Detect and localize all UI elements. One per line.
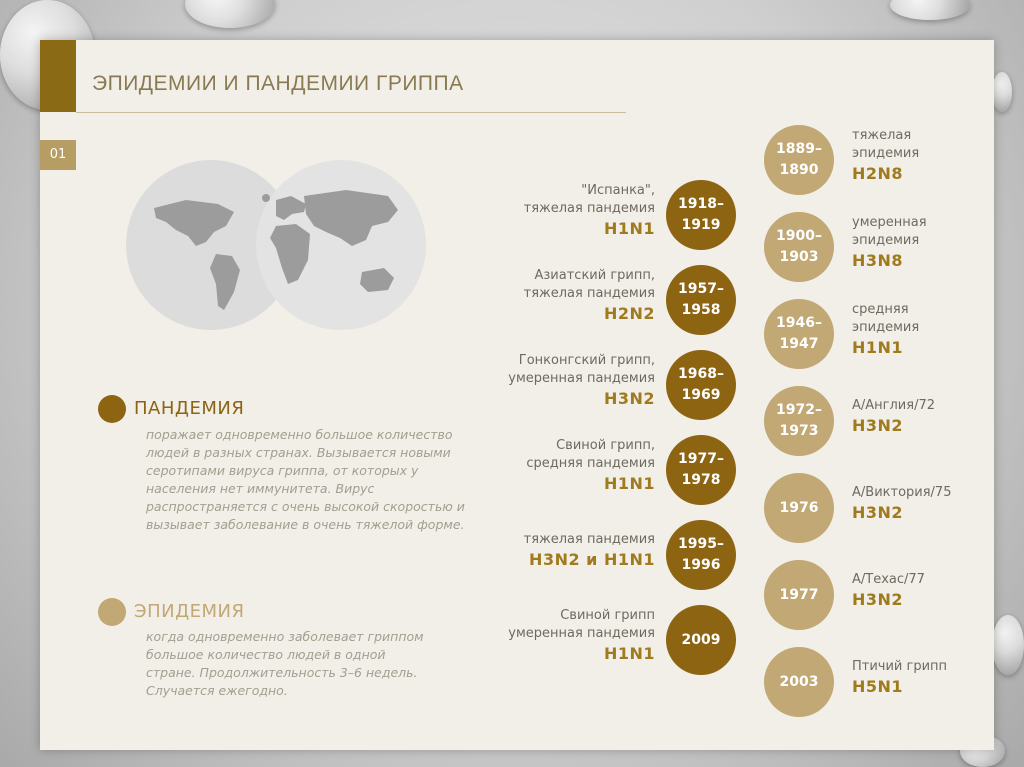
epidemic-strain: H1N1: [852, 338, 904, 357]
epidemic-description-text: Птичий грипп: [852, 659, 948, 674]
pandemic-year-circle: 2009: [666, 605, 736, 675]
epidemic-year-circle: 1976: [764, 473, 834, 543]
title-accent-bar: [40, 40, 76, 112]
epidemic-description: [852, 301, 1002, 359]
epidemic-description-text: А/Англия/72: [852, 398, 935, 413]
epidemic-description-text: А/Виктория/75: [852, 485, 952, 500]
epidemic-description: [852, 397, 1002, 437]
pandemic-description-text: "Испанка", тяжелая пандемия: [523, 183, 655, 216]
pandemic-description: [435, 437, 655, 495]
epidemic-year-circle: 1889– 1890: [764, 125, 834, 195]
pandemic-year-circle: 1995– 1996: [666, 520, 736, 590]
epidemic-strain: H2N8: [852, 164, 904, 183]
title-underline: [76, 112, 626, 113]
epidemic-strain: H3N2: [852, 416, 904, 435]
pandemic-year-circle: 1968– 1969: [666, 350, 736, 420]
epidemic-strain: H3N8: [852, 251, 904, 270]
epidemic-strain: H5N1: [852, 677, 904, 696]
epidemic-strain: H3N2: [852, 503, 904, 522]
background-drop: [185, 0, 275, 28]
epidemic-strain: H3N2: [852, 590, 904, 609]
epidemic-description: [852, 571, 1002, 611]
epidemic-description-text: умеренная эпидемия: [852, 215, 927, 248]
background-drop: [890, 0, 970, 20]
epidemic-legend-dot: [98, 598, 126, 626]
pandemic-description-text: Свиной грипп, средняя пандемия: [526, 438, 655, 471]
pandemic-year-circle: 1977– 1978: [666, 435, 736, 505]
epidemic-description: [852, 658, 1002, 698]
epidemic-year-circle: 2003: [764, 647, 834, 717]
pandemic-description-text: Свиной грипп умеренная пандемия: [508, 608, 655, 641]
pandemic-legend-title: ПАНДЕМИЯ: [134, 398, 245, 419]
pandemic-strain: H2N2: [603, 304, 655, 323]
pandemic-description: [435, 267, 655, 325]
pandemic-year-circle: 1957– 1958: [666, 265, 736, 335]
epidemic-legend-text: когда одновременно заболевает гриппом большое количество людей в одной стране. Продолжительность 3–6 недель. Случается ежегодно.: [146, 629, 424, 698]
epidemic-description-text: А/Техас/77: [852, 572, 925, 587]
epidemic-year-circle: 1946– 1947: [764, 299, 834, 369]
pandemic-strain: H3N2 и H1N1: [529, 550, 655, 569]
epidemic-description: [852, 484, 1002, 524]
pandemic-description-text: Гонконгский грипп, умеренная пандемия: [508, 353, 655, 386]
epidemic-description-text: тяжелая эпидемия: [852, 128, 920, 161]
epidemic-year-circle: 1900– 1903: [764, 212, 834, 282]
epidemic-description-text: средняя эпидемия: [852, 302, 920, 335]
pandemic-strain: H1N1: [603, 644, 655, 663]
pandemic-description: [435, 531, 655, 571]
pandemic-strain: H1N1: [603, 474, 655, 493]
pandemic-description-text: Азиатский грипп, тяжелая пандемия: [523, 268, 655, 301]
pandemic-description: [435, 182, 655, 240]
epidemic-description: [852, 127, 1002, 185]
pandemic-strain: H3N2: [603, 389, 655, 408]
pandemic-description: [435, 352, 655, 410]
epidemic-year-circle: 1972– 1973: [764, 386, 834, 456]
epidemic-description: [852, 214, 1002, 272]
epidemic-legend-title: ЭПИДЕМИЯ: [134, 601, 245, 622]
slide-number-badge: 01: [40, 140, 76, 170]
background-drop: [992, 72, 1012, 112]
pandemic-description: [435, 607, 655, 665]
pandemic-description-text: тяжелая пандемия: [523, 532, 655, 547]
pandemic-legend-text: поражает одновременно большое количество людей в разных странах. Вызывается новыми серотипами вируса гриппа, от которых у населения нет иммунитета. Вирус распространяется с очень высокой скоростью и вызывает заболевание в очень тяжелой форме.: [146, 427, 465, 532]
slide: [40, 40, 994, 750]
pandemic-legend-dot: [98, 395, 126, 423]
page-title: ЭПИДЕМИИ И ПАНДЕМИИ ГРИППА: [92, 72, 464, 95]
epidemic-year-circle: 1977: [764, 560, 834, 630]
world-map-icon: [126, 160, 426, 330]
pandemic-strain: H1N1: [603, 219, 655, 238]
pandemic-year-circle: 1918– 1919: [666, 180, 736, 250]
